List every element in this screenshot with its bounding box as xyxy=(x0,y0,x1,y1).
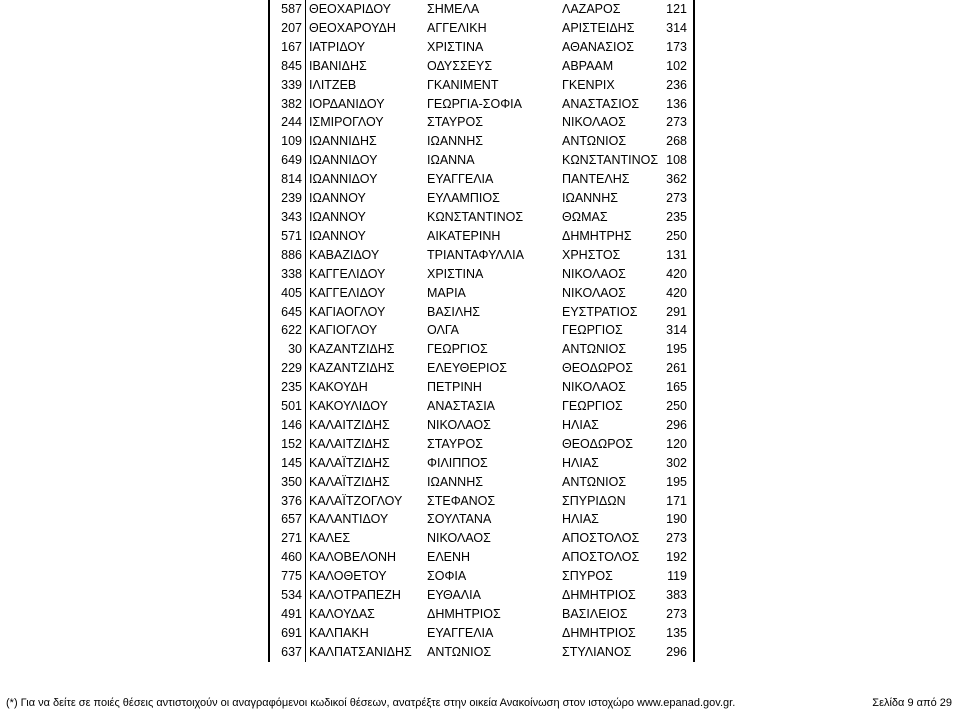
row-id: 491 xyxy=(270,605,306,624)
row-surname: ΚΑΛΠΑΤΣΑΝΙΔΗΣ xyxy=(309,644,412,659)
row-id: 376 xyxy=(270,492,306,511)
row-father-name: ΑΡΙΣΤΕΙΔΗΣ xyxy=(562,20,635,35)
table-row xyxy=(270,492,699,511)
table-row xyxy=(270,113,699,132)
row-first-name: ΦΙΛΙΠΠΟΣ xyxy=(427,455,488,470)
row-position-code: 291 xyxy=(666,304,687,319)
table-row xyxy=(270,151,699,170)
row-surname: ΚΑΛΕΣ xyxy=(309,531,351,546)
row-surname: ΚΑΛΑΙΤΖΙΔΗΣ xyxy=(309,417,390,432)
row-first-name: ΣΤΑΥΡΟΣ xyxy=(427,436,483,451)
row-position-code: 195 xyxy=(666,474,687,489)
row-surname: ΚΑΛΟΥΔΑΣ xyxy=(309,607,375,621)
row-first-name: ΓΕΩΡΓΙΟΣ xyxy=(427,342,488,357)
row-first-name: ΙΩΑΝΝΑ xyxy=(427,153,475,168)
row-id: 460 xyxy=(270,548,306,567)
row-id: 886 xyxy=(270,246,306,265)
row-surname: ΙΩΑΝΝΙΔΟΥ xyxy=(309,172,378,187)
row-position-code: 195 xyxy=(666,342,687,357)
row-id: 382 xyxy=(270,95,306,114)
row-id: 339 xyxy=(270,76,306,95)
row-first-name: ΟΛΓΑ xyxy=(427,323,459,338)
row-father-name: ΒΑΣΙΛΕΙΟΣ xyxy=(562,607,628,621)
row-id: 814 xyxy=(270,170,306,189)
row-surname: ΙΩΑΝΝΟΥ xyxy=(309,228,366,243)
row-surname: ΚΑΒΑΖΙΔΟΥ xyxy=(309,247,380,262)
row-surname: ΚΑΛΑΝΤΙΔΟΥ xyxy=(309,512,389,527)
row-first-name: ΙΩΑΝΝΗΣ xyxy=(427,474,483,489)
row-first-name: ΧΡΙΣΤΙΝΑ xyxy=(427,39,484,54)
row-id: 109 xyxy=(270,132,306,151)
row-surname: ΘΕΟΧΑΡΙΔΟΥ xyxy=(309,2,392,16)
row-id: 691 xyxy=(270,624,306,643)
row-id: 145 xyxy=(270,454,306,473)
row-first-name: ΣΟΥΛΤΑΝΑ xyxy=(427,512,492,527)
row-first-name: ΝΙΚΟΛΑΟΣ xyxy=(427,417,491,432)
row-id: 167 xyxy=(270,38,306,57)
table-row xyxy=(270,548,699,567)
results-table-container xyxy=(268,0,695,662)
row-id: 657 xyxy=(270,510,306,529)
table-row xyxy=(270,473,699,492)
table-row xyxy=(270,321,699,340)
table-row xyxy=(270,227,699,246)
row-first-name: ΓΕΩΡΓΙΑ-ΣΟΦΙΑ xyxy=(427,96,522,111)
row-surname: ΚΑΛΟΤΡΑΠΕΖΗ xyxy=(309,588,401,603)
footer-note: (*) Για να δείτε σε ποιές θέσεις αντιστοιχούν οι αναγραφόμενοι κωδικοί θέσεων, ανατρέξτε στην οικεία Ανακοίνωση στον ιστοχώρο www.epanad.gov.gr. xyxy=(6,697,736,709)
row-id: 845 xyxy=(270,57,306,76)
row-surname: ΙΒΑΝΙΔΗΣ xyxy=(309,58,367,73)
table-row xyxy=(270,510,699,529)
row-position-code: 190 xyxy=(666,512,687,527)
row-surname: ΚΑΛΟΘΕΤΟΥ xyxy=(309,569,387,584)
row-surname: ΙΩΑΝΝΙΔΟΥ xyxy=(309,153,378,168)
row-first-name: ΕΥΛΑΜΠΙΟΣ xyxy=(427,191,500,206)
row-first-name: ΣΟΦΙΑ xyxy=(427,569,467,584)
row-position-code: 136 xyxy=(666,96,687,111)
row-first-name: ΑΝΤΩΝΙΟΣ xyxy=(427,644,492,659)
table-row xyxy=(270,567,699,586)
row-position-code: 296 xyxy=(666,644,687,659)
row-id: 571 xyxy=(270,227,306,246)
row-id: 405 xyxy=(270,284,306,303)
row-father-name: ΝΙΚΟΛΑΟΣ xyxy=(562,266,626,281)
row-position-code: 250 xyxy=(666,228,687,243)
row-first-name: ΜΑΡΙΑ xyxy=(427,285,466,300)
table-row xyxy=(270,529,699,548)
row-position-code: 165 xyxy=(666,380,687,395)
row-father-name: ΝΙΚΟΛΑΟΣ xyxy=(562,115,626,130)
row-first-name: ΕΥΑΓΓΕΛΙΑ xyxy=(427,172,494,187)
row-father-name: ΑΒΡΑΑΜ xyxy=(562,58,614,73)
row-first-name: ΑΙΚΑΤΕΡΙΝΗ xyxy=(427,228,501,243)
row-position-code: 362 xyxy=(666,172,687,187)
row-father-name: ΔΗΜΗΤΡΙΟΣ xyxy=(562,625,636,640)
row-id: 775 xyxy=(270,567,306,586)
table-row xyxy=(270,0,699,19)
row-father-name: ΑΝΑΣΤΑΣΙΟΣ xyxy=(562,96,640,111)
row-father-name: ΙΩΑΝΝΗΣ xyxy=(562,191,618,206)
results-table-body xyxy=(270,0,699,662)
row-father-name: ΣΠΥΡΟΣ xyxy=(562,569,613,584)
row-father-name: ΘΕΟΔΩΡΟΣ xyxy=(562,361,634,376)
row-father-name: ΠΑΝΤΕΛΗΣ xyxy=(562,172,630,187)
row-father-name: ΕΥΣΤΡΑΤΙΟΣ xyxy=(562,304,638,319)
row-id: 244 xyxy=(270,113,306,132)
row-first-name: ΧΡΙΣΤΙΝΑ xyxy=(427,266,484,281)
row-first-name: ΔΗΜΗΤΡΙΟΣ xyxy=(427,607,501,621)
row-position-code: 236 xyxy=(666,77,687,92)
table-row xyxy=(270,416,699,435)
row-father-name: ΛΑΖΑΡΟΣ xyxy=(562,2,621,16)
table-row xyxy=(270,19,699,38)
table-row xyxy=(270,643,699,662)
row-surname: ΚΑΓΙΟΓΛΟΥ xyxy=(309,323,378,338)
row-position-code: 302 xyxy=(666,455,687,470)
row-id: 622 xyxy=(270,321,306,340)
row-father-name: ΝΙΚΟΛΑΟΣ xyxy=(562,285,626,300)
row-surname: ΙΩΑΝΝΟΥ xyxy=(309,191,366,206)
row-first-name: ΙΩΑΝΝΗΣ xyxy=(427,134,483,149)
row-position-code: 119 xyxy=(667,569,687,584)
row-position-code: 121 xyxy=(666,2,687,16)
table-row xyxy=(270,189,699,208)
row-position-code: 273 xyxy=(666,531,687,546)
row-first-name: ΕΛΕΝΗ xyxy=(427,550,471,565)
table-row xyxy=(270,95,699,114)
row-id: 350 xyxy=(270,473,306,492)
row-surname: ΙΟΡΔΑΝΙΔΟΥ xyxy=(309,96,385,111)
table-row xyxy=(270,359,699,378)
row-position-code: 192 xyxy=(666,550,687,565)
row-position-code: 420 xyxy=(666,285,687,300)
row-surname: ΚΑΛΑΪΤΖΙΔΗΣ xyxy=(309,455,390,470)
row-id: 587 xyxy=(270,0,306,19)
row-first-name: ΣΤΕΦΑΝΟΣ xyxy=(427,493,496,508)
row-father-name: ΓΚΕΝΡΙΧ xyxy=(562,77,615,92)
row-position-code: 120 xyxy=(666,436,687,451)
row-position-code: 296 xyxy=(666,417,687,432)
row-father-name: ΗΛΙΑΣ xyxy=(562,417,599,432)
row-position-code: 171 xyxy=(666,493,687,508)
row-first-name: ΣΤΑΥΡΟΣ xyxy=(427,115,483,130)
row-father-name: ΗΛΙΑΣ xyxy=(562,512,599,527)
row-surname: ΚΑΖΑΝΤΖΙΔΗΣ xyxy=(309,342,395,357)
row-father-name: ΑΝΤΩΝΙΟΣ xyxy=(562,342,627,357)
table-row xyxy=(270,340,699,359)
row-father-name: ΑΝΤΩΝΙΟΣ xyxy=(562,134,627,149)
row-surname: ΚΑΛΑΪΤΖΟΓΛΟΥ xyxy=(309,493,403,508)
row-id: 235 xyxy=(270,378,306,397)
row-first-name: ΓΚΑΝΙΜΕΝΤ xyxy=(427,77,499,92)
page-number: Σελίδα 9 από 29 xyxy=(872,697,952,709)
page-footer xyxy=(0,696,960,711)
table-row xyxy=(270,605,699,624)
row-father-name: ΗΛΙΑΣ xyxy=(562,455,599,470)
row-position-code: 102 xyxy=(666,58,687,73)
row-id: 207 xyxy=(270,19,306,38)
row-id: 637 xyxy=(270,643,306,662)
row-father-name: ΚΩΝΣΤΑΝΤΙΝΟΣ xyxy=(562,153,659,168)
row-surname: ΚΑΓΓΕΛΙΔΟΥ xyxy=(309,266,386,281)
row-surname: ΙΩΑΝΝΙΔΗΣ xyxy=(309,134,377,149)
row-surname: ΚΑΓΓΕΛΙΔΟΥ xyxy=(309,285,386,300)
row-father-name: ΘΩΜΑΣ xyxy=(562,209,608,224)
row-id: 271 xyxy=(270,529,306,548)
row-surname: ΙΑΤΡΙΔΟΥ xyxy=(309,39,366,54)
results-table xyxy=(270,0,700,662)
row-surname: ΚΑΛΠΑΚΗ xyxy=(309,625,369,640)
table-row xyxy=(270,303,699,322)
row-id: 343 xyxy=(270,208,306,227)
row-position-code: 314 xyxy=(666,20,687,35)
row-father-name: ΑΠΟΣΤΟΛΟΣ xyxy=(562,550,640,565)
row-surname: ΚΑΖΑΝΤΖΙΔΗΣ xyxy=(309,361,395,376)
table-row xyxy=(270,586,699,605)
row-id: 229 xyxy=(270,359,306,378)
row-first-name: ΕΛΕΥΘΕΡΙΟΣ xyxy=(427,361,507,376)
table-row xyxy=(270,246,699,265)
row-first-name: ΝΙΚΟΛΑΟΣ xyxy=(427,531,491,546)
row-position-code: 314 xyxy=(666,323,687,338)
row-surname: ΙΣΜΙΡΟΓΛΟΥ xyxy=(309,115,384,130)
row-id: 645 xyxy=(270,303,306,322)
table-row xyxy=(270,208,699,227)
row-father-name: ΔΗΜΗΤΡΗΣ xyxy=(562,228,632,243)
row-surname: ΚΑΛΟΒΕΛΟΝΗ xyxy=(309,550,397,565)
row-id: 534 xyxy=(270,586,306,605)
table-row xyxy=(270,624,699,643)
row-first-name: ΚΩΝΣΤΑΝΤΙΝΟΣ xyxy=(427,209,524,224)
row-father-name: ΓΕΩΡΓΙΟΣ xyxy=(562,323,623,338)
table-row xyxy=(270,397,699,416)
row-father-name: ΑΘΑΝΑΣΙΟΣ xyxy=(562,39,634,54)
row-id: 338 xyxy=(270,265,306,284)
table-row xyxy=(270,284,699,303)
table-row xyxy=(270,378,699,397)
table-row xyxy=(270,435,699,454)
table-row xyxy=(270,454,699,473)
row-id: 239 xyxy=(270,189,306,208)
row-position-code: 273 xyxy=(666,607,687,621)
row-father-name: ΔΗΜΗΤΡΙΟΣ xyxy=(562,588,636,603)
table-row xyxy=(270,265,699,284)
row-first-name: ΒΑΣΙΛΗΣ xyxy=(427,304,480,319)
row-id: 30 xyxy=(270,340,306,359)
row-position-code: 135 xyxy=(666,625,687,640)
row-id: 649 xyxy=(270,151,306,170)
table-row xyxy=(270,132,699,151)
row-father-name: ΑΠΟΣΤΟΛΟΣ xyxy=(562,531,640,546)
row-first-name: ΕΥΘΑΛΙΑ xyxy=(427,588,481,603)
row-surname: ΚΑΚΟΥΛΙΔΟΥ xyxy=(309,399,388,414)
row-surname: ΙΛΙΤΖΕΒ xyxy=(309,77,357,92)
row-first-name: ΑΝΑΣΤΑΣΙΑ xyxy=(427,399,496,414)
row-position-code: 273 xyxy=(666,191,687,206)
row-id: 146 xyxy=(270,416,306,435)
row-first-name: ΑΓΓΕΛΙΚΗ xyxy=(427,20,487,35)
row-surname: ΚΑΚΟΥΔΗ xyxy=(309,380,368,395)
row-father-name: ΝΙΚΟΛΑΟΣ xyxy=(562,380,626,395)
row-surname: ΚΑΓΙΑΟΓΛΟΥ xyxy=(309,304,386,319)
row-position-code: 273 xyxy=(666,115,687,130)
table-row xyxy=(270,170,699,189)
row-first-name: ΠΕΤΡΙΝΗ xyxy=(427,380,482,395)
row-position-code: 250 xyxy=(666,399,687,414)
table-row xyxy=(270,76,699,95)
row-first-name: ΟΔΥΣΣΕΥΣ xyxy=(427,58,493,73)
table-row xyxy=(270,38,699,57)
row-surname: ΘΕΟΧΑΡΟΥΔΗ xyxy=(309,20,396,35)
row-surname: ΚΑΛΑΪΤΖΙΔΗΣ xyxy=(309,474,390,489)
row-father-name: ΓΕΩΡΓΙΟΣ xyxy=(562,399,623,414)
row-position-code: 268 xyxy=(666,134,687,149)
row-father-name: ΧΡΗΣΤΟΣ xyxy=(562,247,621,262)
row-position-code: 108 xyxy=(666,153,687,168)
row-father-name: ΘΕΟΔΩΡΟΣ xyxy=(562,436,634,451)
row-first-name: ΕΥΑΓΓΕΛΙΑ xyxy=(427,625,494,640)
row-father-name: ΣΤΥΛΙΑΝΟΣ xyxy=(562,644,632,659)
row-position-code: 383 xyxy=(666,588,687,603)
table-row xyxy=(270,57,699,76)
row-position-code: 131 xyxy=(666,247,687,262)
row-surname: ΚΑΛΑΙΤΖΙΔΗΣ xyxy=(309,436,390,451)
row-first-name: ΣΗΜΕΛΑ xyxy=(427,2,480,16)
row-id: 501 xyxy=(270,397,306,416)
row-position-code: 261 xyxy=(666,361,687,376)
row-position-code: 420 xyxy=(666,266,687,281)
row-id: 152 xyxy=(270,435,306,454)
row-surname: ΙΩΑΝΝΟΥ xyxy=(309,209,366,224)
row-position-code: 235 xyxy=(666,209,687,224)
row-first-name: ΤΡΙΑΝΤΑΦΥΛΛΙΑ xyxy=(427,247,524,262)
row-position-code: 173 xyxy=(666,39,687,54)
row-father-name: ΑΝΤΩΝΙΟΣ xyxy=(562,474,627,489)
row-father-name: ΣΠΥΡΙΔΩΝ xyxy=(562,493,626,508)
